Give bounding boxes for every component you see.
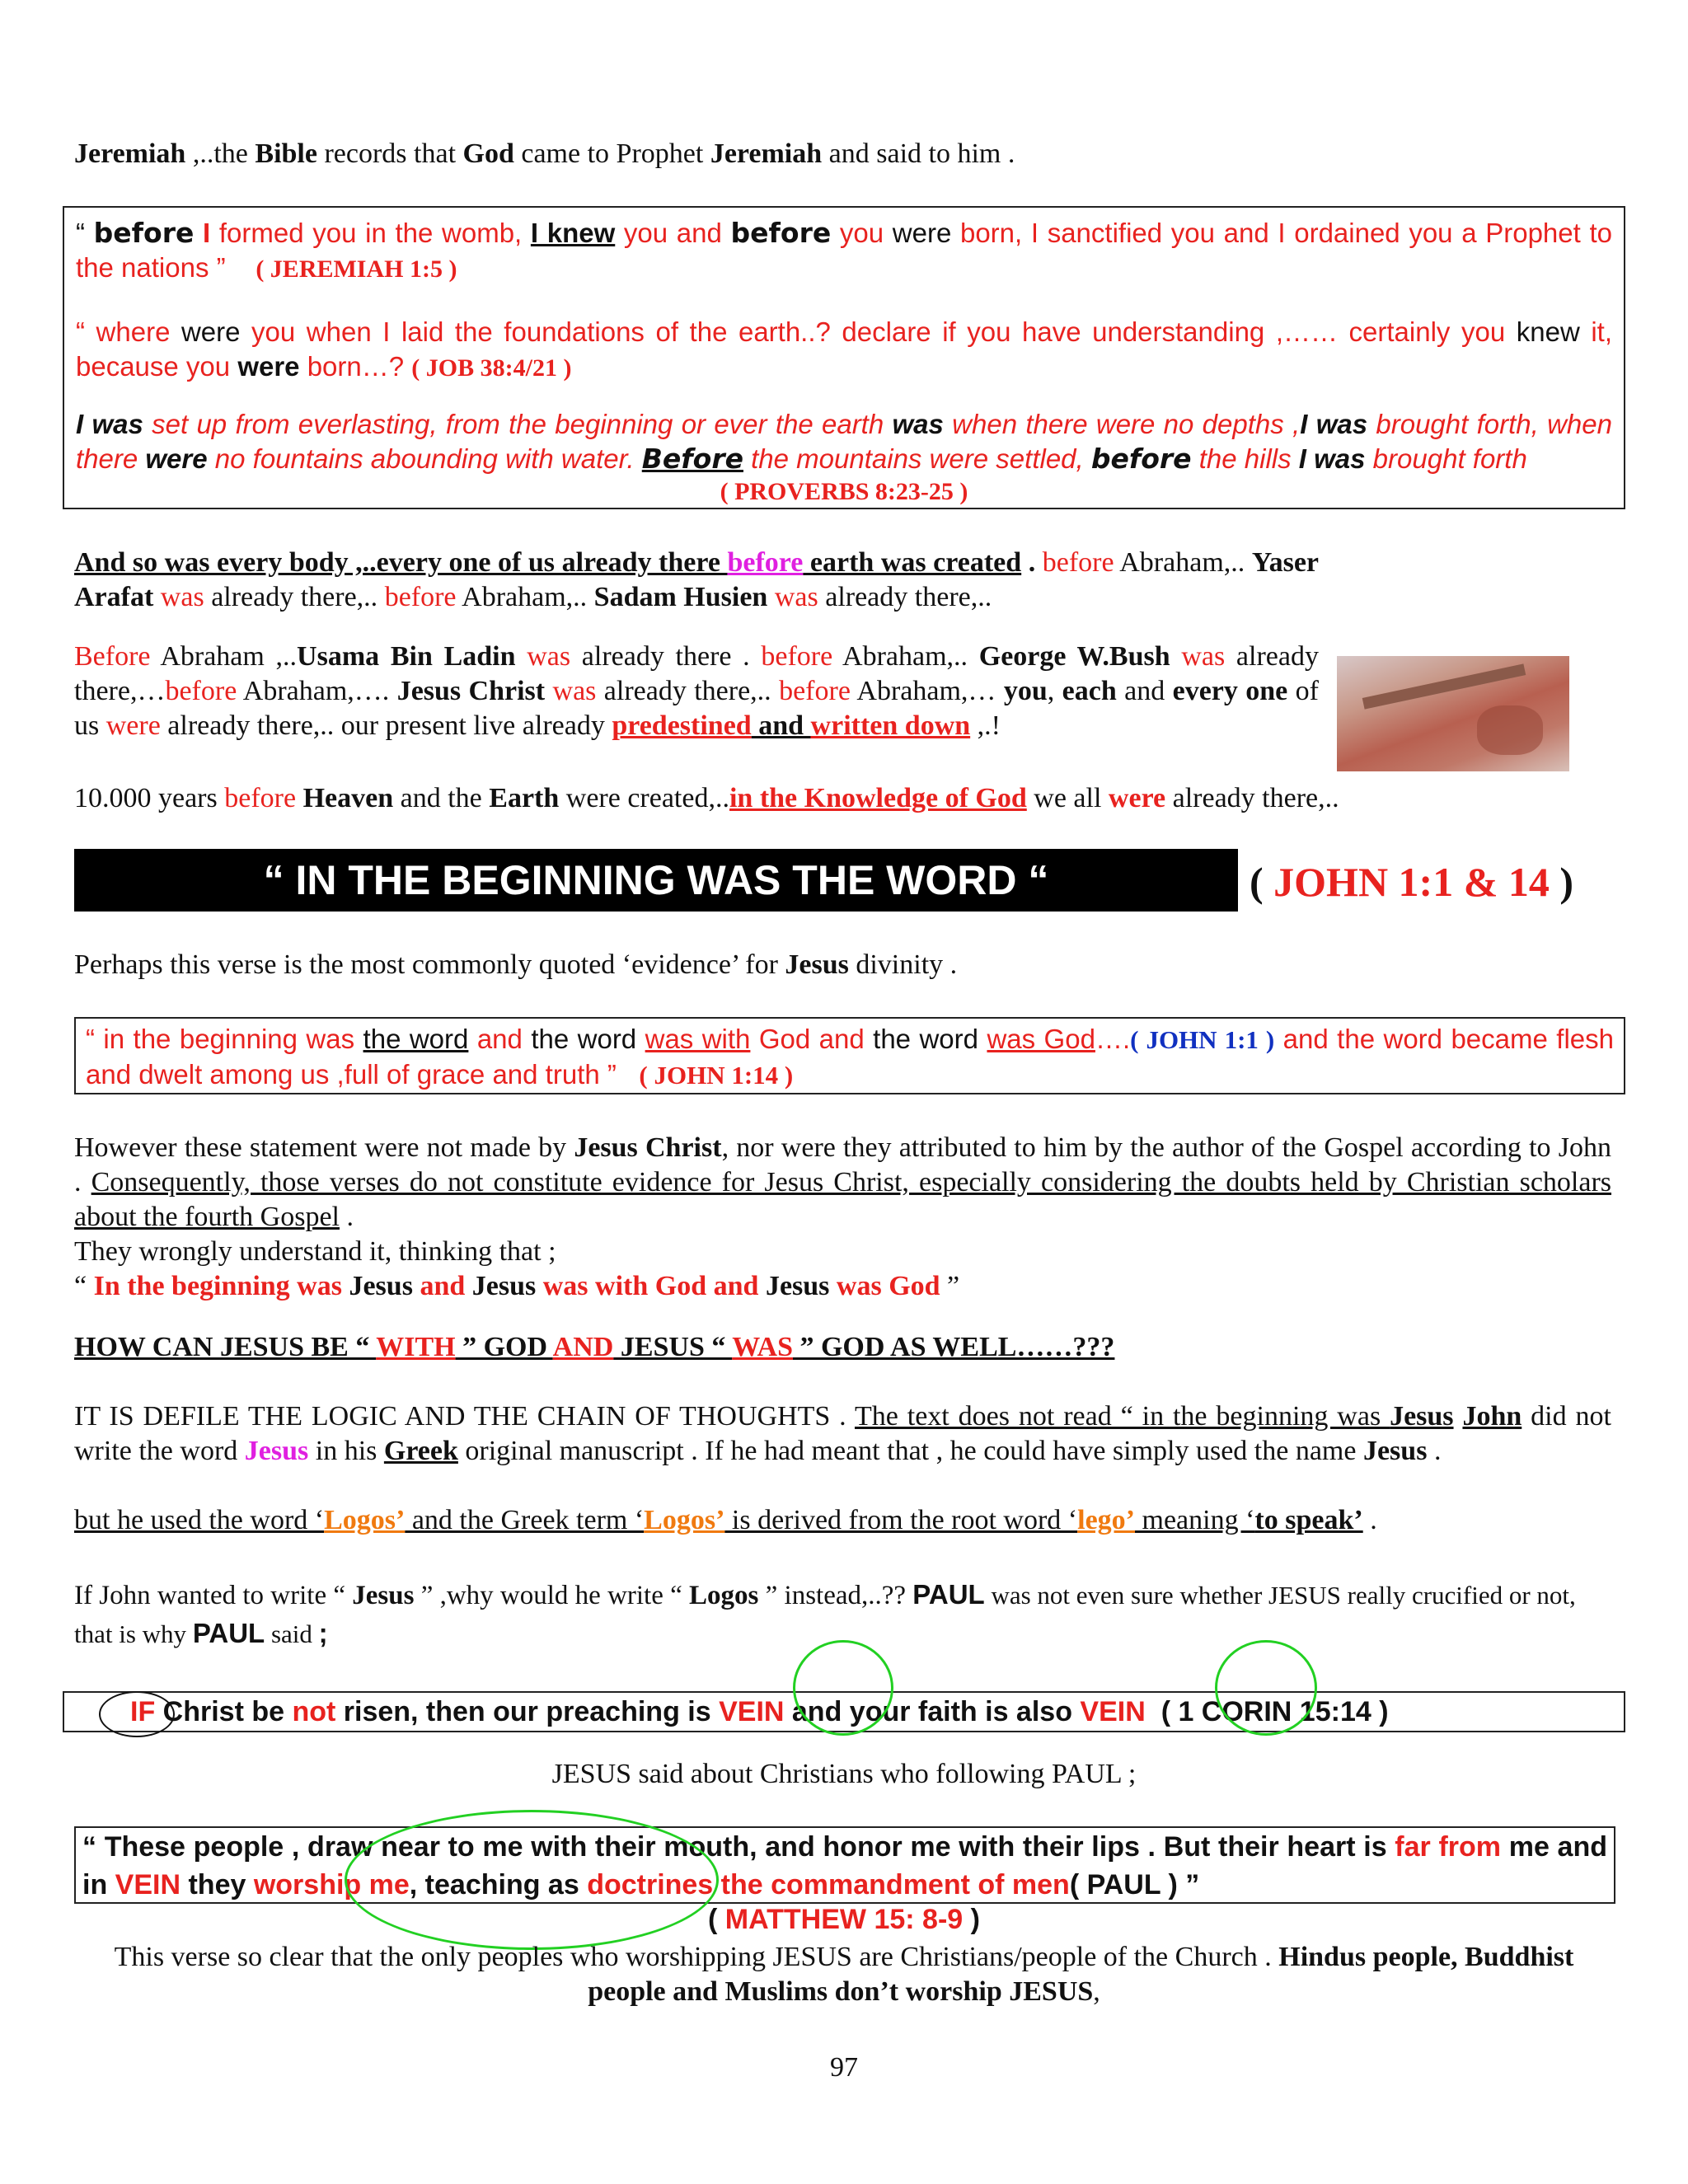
crucifixion-photo [1337, 656, 1569, 771]
circle-mark-vein-2 [1215, 1640, 1317, 1736]
ref-proverbs: ( PROVERBS 8:23-25 ) [720, 478, 968, 505]
ref-matthew: ( MATTHEW 15: 8-9 ) [708, 1904, 980, 1935]
section-banner [74, 849, 1238, 912]
quote-box-old-testament [63, 206, 1625, 509]
para-everybody: And so was every body ,..every one of us already there before earth was created . before Abraham,.. Yaser Arafat was already there,.. before Abraham,.. Sadam Husien was already there,.. [74, 547, 1320, 612]
name-jeremiah: Jeremiah [74, 138, 186, 169]
circle-mark-vein-1 [793, 1640, 893, 1736]
circle-mark-if [99, 1691, 175, 1737]
para-misread-verse: “ In the beginning was Jesus and Jesus was with God and Jesus was God ” [74, 1271, 960, 1301]
para-10000-years: 10.000 years before Heaven and the Earth were created,..in the Knowledge of God we all were already there,.. [74, 783, 1339, 813]
quote-box-corinthians: IF Christ be not risen, then our preaching is VEIN and your faith is also VEIN ( 1 CORIN 15:14 ) [63, 1691, 1625, 1732]
photo-shape-figure [1477, 705, 1543, 755]
quote-jeremiah: “ before I formed you in the womb, I knew you and before you were born, I sanctified you and I ordained you a Prophet to the nations ” ( JEREMIAH 1:5 ) [76, 217, 1612, 283]
para-if-john: If John wanted to write “ Jesus ” ,why would he write “ Logos ” instead,..?? PAUL was not even sure whether JESUS really crucified or not, that is why PAUL said ; [74, 1579, 1576, 1648]
quote-box-john: “ in the beginning was the word and the word was with God and the word was God….( JOHN 1:1 ) and the word became flesh and dwelt among us ,full of grace and truth ” ( JOHN 1:14 ) [74, 1017, 1625, 1094]
ref-job: ( JOB 38:4/21 ) [411, 354, 572, 382]
ref-john-1-1: ( JOHN 1:1 ) [1130, 1025, 1275, 1054]
intro-line: Jeremiah ,..the Bible records that God came to Prophet Jeremiah and said to him . [74, 138, 1015, 169]
para-perhaps: Perhaps this verse is the most commonly quoted ‘evidence’ for Jesus divinity . [74, 949, 958, 980]
line-jesus-said: JESUS said about Christians who following PAUL ; [551, 1759, 1137, 1789]
quote-job: “ where were you when I laid the foundations of the earth..? declare if you have understanding ,…… certainly you knew it, because you were born…? ( JOB 38:4/21 ) [76, 316, 1612, 382]
quote-box-matthew: “ These people , draw near to me with their mouth, and honor me with their lips . But their heart is far from me and in VEIN they worship me, teaching as doctrines the commandment of men( PAUL ) ” [74, 1826, 1615, 1904]
ref-jeremiah: ( JEREMIAH 1:5 ) [256, 255, 457, 283]
para-however: However these statement were not made by Jesus Christ, nor were they attributed to him by the author of the Gospel according to John . Consequently, those verses do not constitute evidence for Jesus Christ, especially considering the doubts held by Christian scholars about the fourth Gospel . [74, 1132, 1612, 1232]
para-closing: This verse so clear that the only peoples who worshipping JESUS are Christians/people of the Church . Hindus people, Buddhist people and Muslims don’t worship JESUS, [114, 1942, 1574, 2007]
para-logos: but he used the word ‘Logos’ and the Greek term ‘Logos’ is derived from the root word ‘lego’ meaning ‘to speak’ . [74, 1505, 1377, 1535]
ref-john-1-14: ( JOHN 1:14 ) [639, 1061, 794, 1090]
circle-mark-vein-worship [345, 1810, 719, 1950]
heading-how-can: HOW CAN JESUS BE “ WITH ” GOD AND JESUS “ WAS ” GOD AS WELL……??? [74, 1332, 1115, 1362]
banner-title: “ IN THE BEGINNING WAS THE WORD “ [263, 857, 1049, 903]
page-number: 97 [830, 2052, 858, 2083]
quote-proverbs: I was set up from everlasting, from the beginning or ever the earth was when there were no depths ,I was brought forth, when there were no fountains abounding with water. Before the mountains were settled, before the hills I was brought forth [76, 409, 1612, 475]
photo-shape-beam [1362, 663, 1526, 709]
para-wrongly: They wrongly understand it, thinking that ; [74, 1236, 556, 1267]
para-defile: IT IS DEFILE THE LOGIC AND THE CHAIN OF THOUGHTS . The text does not read “ in the beginning was Jesus John did not write the word Jesus in his Greek original manuscript . If he had meant that , he could have simply used the name Jesus . [74, 1401, 1611, 1466]
banner-reference: ( JOHN 1:1 & 14 ) [1250, 859, 1574, 905]
para-abraham: Before Abraham ,..Usama Bin Ladin was already there . before Abraham,.. George W.Bush was already there,…before Abraham,…. Jesus Christ was already there,.. before Abraham,… you, each and every one of us were already there,.. our present live already predestined and written down ,.! [74, 641, 1319, 741]
